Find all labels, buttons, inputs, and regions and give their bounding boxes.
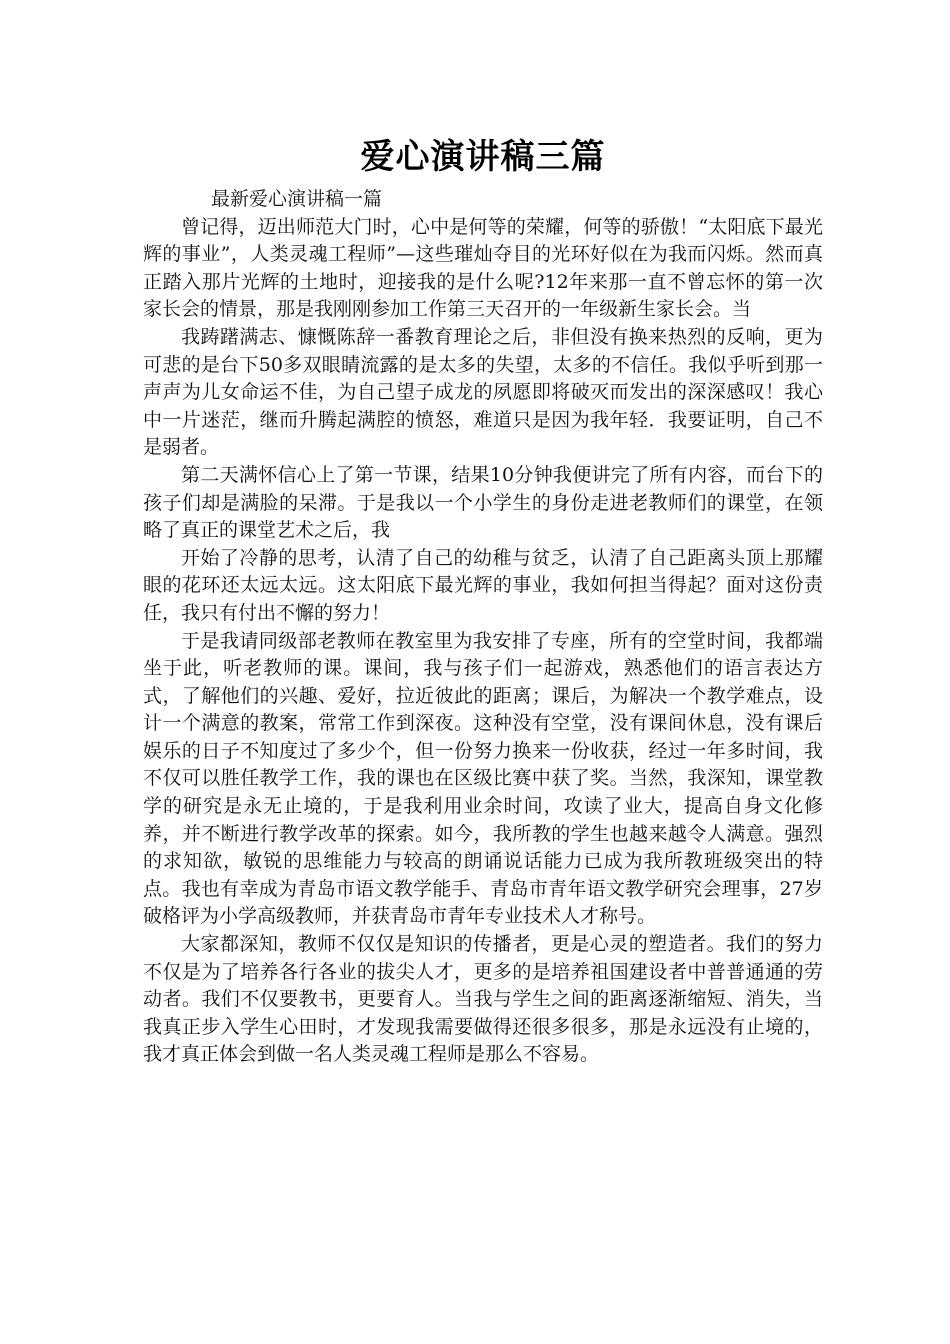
document-subtitle: 最新爱心演讲稿一篇 xyxy=(211,188,383,210)
paragraph-5: 于是我请同级部老教师在教室里为我安排了专座，所有的空堂时间，我都端坐于此，听老教师的课。课间，我与孩子们一起游戏，熟悉他们的语言表达方式，了解他们的兴趣、爱好，拉近彼此的距离；课后，为解决一个教学难点，设计一个满意的教案，常常工作到深夜。这种没有空堂，没有课间休息，没有课后娱乐的日子不知度过了多少个，但一份努力换来一份收获，经过一年多时间，我不仅可以胜任教学工作，我的课也在区级比赛中获了奖。当然，我深知，课堂教学的研究是永无止境的，于是我利用业余时间，攻读了业大，提高自身文化修养，并不断进行教学改革的探索。如今，我所教的学生也越来越令人满意。强烈的求知欲，敏锐的思维能力与较高的朗诵说话能力已成为我所教班级突出的特点。我也有幸成为青岛市语文教学能手、青岛市青年语文教学研究会理事，27岁破格评为小学高级教师，并获青岛市青年专业技术人才称号。 xyxy=(143,629,823,928)
paragraph-1: 曾记得，迈出师范大门时，心中是何等的荣耀，何等的骄傲！“太阳底下最光辉的事业”，人类灵魂工程师”—这些璀灿夺目的光环好似在为我而闪烁。然而真正踏入那片光辉的土地时，迎接我的是什么呢?12年来那一直不曾忘怀的第一次家长会的情景，那是我刚刚参加工作第三天召开的一年级新生家长会。当 xyxy=(143,215,823,321)
paragraph-6: 大家都深知，教师不仅仅是知识的传播者，更是心灵的塑造者。我们的努力不仅是为了培养各行各业的拔尖人才，更多的是培养祖国建设者中普普通通的劳动者。我们不仅要教书，更要育人。当我与学生之间的距离逐渐缩短、消失，当我真正步入学生心田时，才发现我需要做得还很多很多，那是永远没有止境的，我才真正体会到做一名人类灵魂工程师是那么不容易。 xyxy=(143,933,823,1066)
paragraph-3: 第二天满怀信心上了第一节课，结果10分钟我便讲完了所有内容，而台下的孩子们却是满脸的呆滞。于是我以一个小学生的身份走进老教师们的课堂，在领略了真正的课堂艺术之后，我 xyxy=(143,463,823,542)
paragraph-2: 我踌躇满志、慷慨陈辞一番教育理论之后，非但没有换来热烈的反响，更为可悲的是台下50多双眼睛流露的是太多的失望，太多的不信任。我似乎听到那一声声为儿女命运不佳，为自己望子成龙的夙愿即将破灭而发出的深深感叹！我心中一片迷茫，继而升腾起满腔的愤怒，难道只是因为我年轻．我要证明，自己不是弱者。 xyxy=(143,325,823,459)
document-page xyxy=(143,128,823,1069)
document-title: 爱心演讲稿三篇 xyxy=(360,137,606,177)
paragraph-4: 开始了冷静的思考，认清了自己的幼稚与贫乏，认清了自己距离头顶上那耀眼的花环还太远太远。这太阳底下最光辉的事业，我如何担当得起？面对这份责任，我只有付出不懈的努力！ xyxy=(143,546,823,624)
